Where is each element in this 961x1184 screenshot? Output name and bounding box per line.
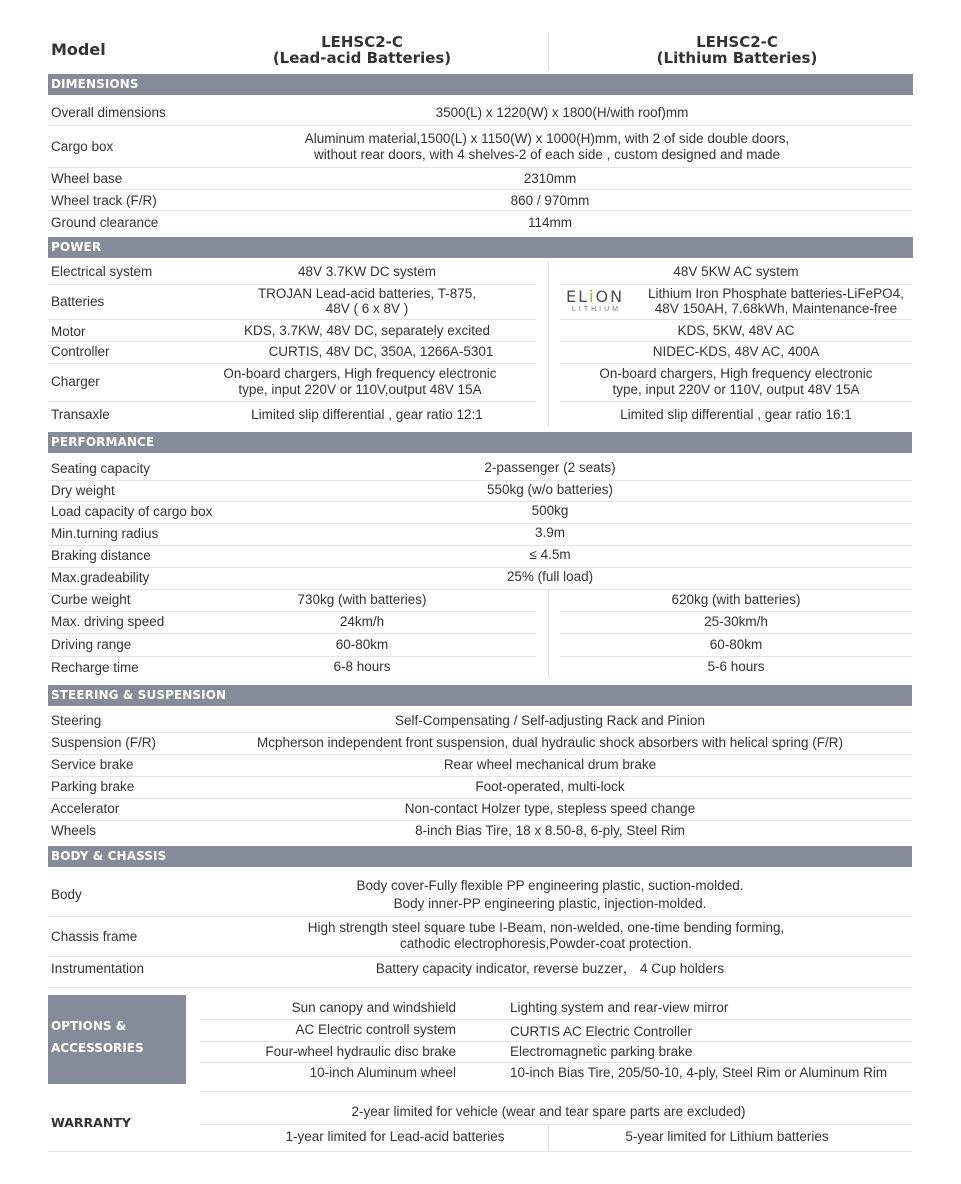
row-divider [48,754,912,755]
gradeability-value: 25% (full load) [506,569,594,584]
warranty-lead-acid: 1-year limited for Lead-acid batteries [285,1129,505,1144]
row-divider [560,319,912,320]
section-header-dimensions: DIMENSIONS [48,74,913,95]
row-divider [48,480,912,481]
section-header-body: BODY & CHASSIS [48,846,912,867]
electrical-system-lithium: 48V 5KW AC system [673,264,799,279]
transaxle-label: Transaxle [51,407,110,422]
row-divider [48,820,912,821]
transaxle-lead: Limited slip differential , gear ratio 12:1 [251,407,483,422]
charger-lead-line1: On-board chargers, High frequency electronic [223,366,497,381]
controller-lithium: NIDEC-KDS, 48V AC, 400A [652,344,820,359]
parking-brake-value: Foot-operated, multi-lock [475,779,625,794]
max-speed-lead: 24km/h [339,614,385,629]
charger-lithium-line1: On-board chargers, High frequency electronic [599,366,873,381]
curbe-weight-lead: 730kg (with batteries) [297,592,427,607]
row-divider [48,633,536,634]
motor-label: Motor [51,324,86,339]
model-lead-type: (Lead-acid Batteries) [272,49,452,67]
recharge-time-lithium: 5-6 hours [707,659,765,674]
model-lith-type: (Lithium Batteries) [656,49,818,67]
row-divider [48,167,912,168]
warranty-lithium: 5-year limited for Lithium batteries [625,1129,829,1144]
batteries-lead-line2: 48V ( 6 x 8V ) [325,301,409,316]
wheels-value: 8-inch Bias Tire, 18 x 8.50-8, 6-ply, Steel Rim [415,823,685,838]
row-divider [48,611,536,612]
model-lead-name: LEHSC2-C [321,33,403,51]
wheel-base-value: 2310mm [523,171,577,186]
batteries-label: Batteries [51,294,105,309]
row-divider [200,1062,912,1063]
service-brake-value: Rear wheel mechanical drum brake [443,757,657,772]
option-right-2: CURTIS AC Electric Controller [510,1024,693,1039]
options-header-line1: OPTIONS & [51,1019,127,1033]
model-lead-acid [212,34,512,66]
driving-range-lithium: 60-80km [709,637,763,652]
batteries-lithium-line1: Lithium Iron Phosphate batteries-LiFePO4, [648,286,904,301]
row-divider [48,401,536,402]
suspension-label: Suspension (F/R) [51,735,157,750]
row-divider [48,319,536,320]
motor-lithium: KDS, 5KW, 48V AC [677,323,795,338]
wheel-base-label: Wheel base [51,171,123,186]
electrical-system-label: Electrical system [51,264,153,279]
controller-label: Controller [51,344,110,359]
overall-dimensions-value: 3500(L) x 1220(W) x 1800(H/with roof)mm [435,105,689,120]
row-divider [48,363,536,364]
row-divider [48,732,912,733]
row-divider [200,1091,912,1092]
row-divider [48,523,912,524]
row-divider [48,916,912,917]
dry-weight-value: 550kg (w/o batteries) [486,482,614,497]
model-lith-name: LEHSC2-C [696,33,778,51]
curbe-weight-lithium: 620kg (with batteries) [671,592,801,607]
accelerator-value: Non-contact Holzer type, stepless speed change [404,801,696,816]
driving-range-label: Driving range [51,637,132,652]
row-divider [48,589,912,590]
cargo-box-value-line1: Aluminum material,1500(L) x 1150(W) x 1000(H)mm, with 2 of side double doors, [304,131,790,146]
suspension-value: Mcpherson independent front suspension, dual hydraulic shock absorbers with helical spring (F/R) [256,735,844,750]
instrumentation-value: Battery capacity indicator, reverse buzzer， 4 Cup holders [375,961,725,976]
motor-lead: KDS, 3.7KW, 48V DC, separately excited [243,323,491,338]
seating-capacity-value: 2-passenger (2 seats) [484,460,616,475]
body-value-line1: Body cover-Fully flexible PP engineering plastic, suction-molded. [356,878,744,893]
options-header-line2: ACCESSORIES [51,1041,144,1055]
charger-lithium-line2: type, input 220V or 110V, output 48V 15A [612,382,860,397]
row-divider [48,210,912,211]
charger-label: Charger [51,374,100,389]
cargo-box-label: Cargo box [51,139,114,154]
wheel-track-label: Wheel track (F/R) [51,193,157,208]
option-left-1: Sun canopy and windshield [291,1000,456,1015]
body-label: Body [51,887,82,902]
curbe-weight-label: Curbe weight [51,592,131,607]
row-divider [48,501,912,502]
recharge-time-label: Recharge time [51,660,139,675]
row-divider [560,341,912,342]
instrumentation-label: Instrumentation [51,961,145,976]
load-capacity-label: Load capacity of cargo box [51,504,213,519]
option-left-3: Four-wheel hydraulic disc brake [265,1044,456,1059]
row-divider [48,656,536,657]
section-header-performance: PERFORMANCE [48,432,912,453]
recharge-time-lead: 6-8 hours [333,659,391,674]
options-header [48,995,186,1084]
accelerator-label: Accelerator [51,801,120,816]
parking-brake-label: Parking brake [51,779,135,794]
driving-range-lead: 60-80km [335,637,389,652]
braking-distance-label: Braking distance [51,548,151,563]
cargo-box-value-line2: without rear doors, with 4 shelves-2 of each side , custom designed and made [313,147,780,162]
option-right-1: Lighting system and rear-view mirror [510,1000,729,1015]
row-divider [200,1124,912,1125]
row-divider [48,189,912,190]
option-left-2: AC Electric controll system [295,1022,456,1037]
overall-dimensions-label: Overall dimensions [51,105,166,120]
row-divider [560,656,912,657]
charger-lead-line2: type, input 220V or 110V,output 48V 15A [238,382,482,397]
row-divider [560,284,912,285]
warranty-label: WARRANTY [51,1115,131,1130]
wheel-track-value: 860 / 970mm [510,193,590,208]
max-speed-label: Max. driving speed [51,614,165,629]
row-divider [48,776,912,777]
option-right-3: Electromagnetic parking brake [510,1044,693,1059]
row-divider [560,363,912,364]
service-brake-label: Service brake [51,757,134,772]
chassis-frame-value-line2: cathodic electrophoresis,Powder-coat protection. [400,936,692,951]
model-label: Model [51,40,106,59]
gradeability-label: Max.gradeability [51,570,150,585]
ground-clearance-value: 114mm [527,215,572,230]
steering-value: Self-Compensating / Self-adjusting Rack and Pinion [395,713,705,728]
row-divider [48,956,912,957]
row-divider [48,545,912,546]
controller-lead: CURTIS, 48V DC, 350A, 1266A-5301 [268,344,494,359]
row-divider [560,401,912,402]
column-divider [548,590,549,676]
electrical-system-lead: 48V 3.7KW DC system [297,264,437,279]
row-divider [48,987,912,988]
transaxle-lithium: Limited slip differential , gear ratio 16:1 [620,407,852,422]
load-capacity-value: 500kg [531,503,569,518]
model-lithium [587,34,887,66]
row-divider [48,567,912,568]
chassis-frame-label: Chassis frame [51,929,138,944]
section-header-steering: STEERING & SUSPENSION [48,685,912,706]
row-divider [48,284,536,285]
batteries-lithium-line2: 48V 150AH, 7.68kWh, Maintenance-free [654,301,898,316]
elion-lithium-logo: ELiON LITHIUM [566,287,625,313]
row-divider [560,633,912,634]
ground-clearance-label: Ground clearance [51,215,159,230]
steering-label: Steering [51,713,102,728]
row-divider [200,1041,912,1042]
column-divider [548,262,549,426]
max-speed-lithium: 25-30km/h [704,614,768,629]
dry-weight-label: Dry weight [51,483,115,498]
turning-radius-value: 3.9m [534,525,565,540]
wheels-label: Wheels [51,823,97,838]
braking-distance-value: ≤ 4.5m [529,547,571,562]
chassis-frame-value-line1: High strength steel square tube I-Beam, non-welded, one-time bending forming, [307,920,785,935]
option-right-4: 10-inch Bias Tire, 205/50-10, 4-ply, Steel Rim or Aluminum Rim [510,1065,888,1080]
warranty-vehicle: 2-year limited for vehicle (wear and tear spare parts are excluded) [351,1104,746,1119]
section-header-power: POWER [48,237,913,258]
row-divider [48,798,912,799]
row-divider [48,125,912,126]
turning-radius-label: Min.turning radius [51,526,159,541]
seating-capacity-label: Seating capacity [51,461,151,476]
option-left-4: 10-inch Aluminum wheel [309,1065,456,1080]
row-divider [48,1151,912,1152]
row-divider [560,611,912,612]
row-divider [48,341,536,342]
batteries-lead-line1: TROJAN Lead-acid batteries, T-875, [257,286,477,301]
row-divider [200,1019,912,1020]
column-divider [548,32,549,70]
body-value-line2: Body inner-PP engineering plastic, injection-molded. [393,896,707,911]
